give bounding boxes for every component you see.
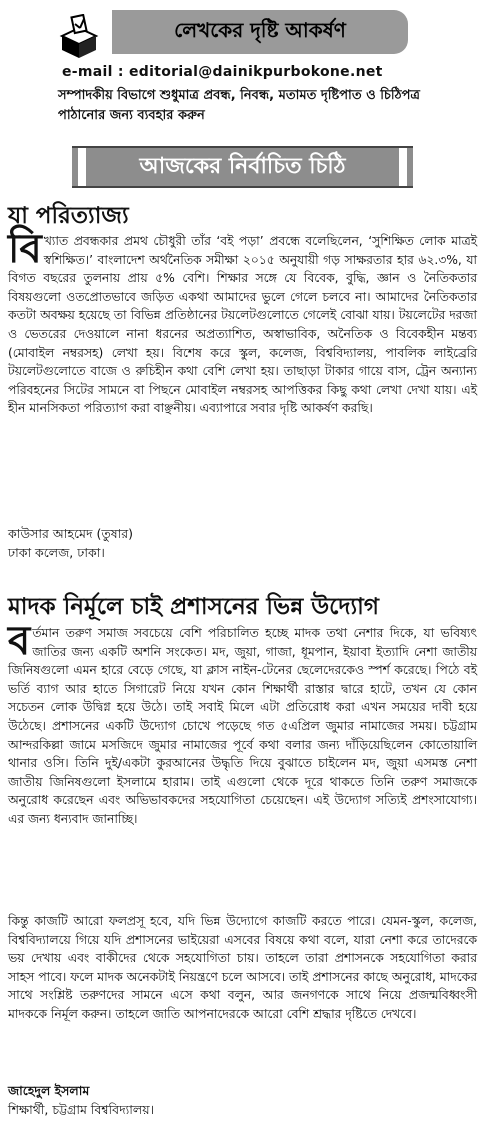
section-title-banner: [72, 146, 413, 188]
letter-1-text: খ্যাত প্রবন্ধকার প্রমথ চৌধুরী তাঁর ‘বই পড়া’ প্রবন্ধে বলেছিলেন, ‘সুশিক্ষিত লোক মাত্রই স্বশিক্ষিত।’ বাংলাদেশ অর্থনৈতিক সমীক্ষা ২০১৫ অনুযায়ী গড় সাক্ষরতার হার ৬২.৩%, যা বিগত বছরের তুলনায় প্রায় ৫% বেশি। শিক্ষার সঙ্গে যে বিবেক, বুদ্ধি, জ্ঞান ও নৈতিকতার বিষয়গুলো ওতপ্রোতভাবে জড়িত একথা আমাদের ভুলে গেলে চলবে না। আমাদের নৈতিকতার কতটা অবক্ষয় হয়েছে তা বিভিন্ন প্রতিষ্ঠানের টয়লেটগুলোতে গেলেই বোঝা যায়। টয়লেটের দরজা ও ভেতরের দেওয়ালে নানা ধরনের অপ্রত্যাশিত, অস্বাভাবিক, অনৈতিক ও বিবেকহীন মন্তব্য (মোবাইল নম্বরসহ) লেখা হয়। বিশেষ করে স্কুল, কলেজ, বিশ্ববিদ্যালয়, পাবলিক লাইব্রেরি টয়লেটগুলোতে বাজে ও রুচিহীন কথা বেশি লেখা হয়। তাছাড়া টাকার গায়ে বাস, ট্রেন অন্যান্য পরিবহনের সিটের সামনে বা পিছনে মোবাইল নম্বরসহ আপত্তিকর কিছু কথা লেখা দেখা যায়। এই হীন মানসিকতা পরিত্যাগ করা বাঞ্ছনীয়। এব্যাপারে সবার দৃষ্টি আকর্ষণ করছি।: [8, 234, 477, 416]
letter-1-body: [8, 226, 477, 418]
ballot-box-icon: [58, 14, 100, 58]
submission-note: সম্পাদকীয় বিভাগে শুধুমাত্র প্রবন্ধ, নিবন্ধ, মতামত দৃষ্টিপাত ও চিঠিপত্র পাঠানোর জন্য ব্যবহার করুন: [58, 88, 420, 123]
letter-2-body: [8, 618, 477, 829]
letter-2-body-continued: কিন্তু কাজটি আরো ফলপ্রসূ হবে, যদি ভিন্ন উদ্যোগে কাজটি করতে পারে। যেমন-স্কুল, কলেজ, বিশ্ববিদ্যালয়ে গিয়ে যদি প্রশাসনের ভাইয়েরা এসবের বিষয়ে কথা বলে, যারা নেশা করে তাদেরকে ভয় দেখায় এবং বাকীদের থেকে সহযোগিতা চায়। তাহলে তারা প্রশাসনকে সহযোগিতা করার সাহস পাবে। ফলে মাদক অনেকটাই নিয়ন্ত্রণে চলে আসবে। তাই প্রশাসনের কাছে অনুরোধ, মাদকের সাথে সংশ্লিষ্ট তরুণদের সামনে এসে কথা বলুন, আর জনগণকে সাথে নিয়ে প্রজন্মবিধ্বংসী মাদককে নির্মূল করুন। তাহলে জাতি আপনাদেরকে আরো বেশি শ্রদ্ধার দৃষ্টিতে দেখবে।: [8, 914, 477, 1021]
letter-1-affiliation: ঢাকা কলেজ, ঢাকা।: [8, 545, 105, 560]
letter-1-dropcap: বি: [8, 226, 42, 272]
letter-2-affiliation: শিক্ষার্থী, চট্টগ্রাম বিশ্ববিদ্যালয়।: [8, 1102, 155, 1117]
editorial-header: [0, 0, 485, 150]
header-banner-title: লেখকের দৃষ্টি আকর্ষণ: [112, 10, 408, 54]
letter-2-text: র্তমান তরুণ সমাজ সবচেয়ে বেশি পরিচালিত হচ্ছে মাদক তথা নেশার দিকে, যা ভবিষ্যৎ জাতির জন্য একটি অশনি সংকেত। মদ, জুয়া, গাজা, ধূমপান, ইয়াবা ইত্যাদি নেশা জাতীয় জিনিষগুলো এমন হারে বেড়ে গেছে, যা ক্লাস নাইন-টেনের ছেলেদেরকেও স্পর্শ করেছে। পিঠে বই ভর্তি ব্যাগ আর হাতে সিগারেট নিয়ে যখন কোন শিক্ষার্থী রাস্তার দ্বারে হাটে, তখন যে কোন সচেতন লোক উদ্বিগ্ন হয়ে উঠে। তাই সবাই মিলে এটা প্রতিরোধ করা এখন সময়ের দাবী হয়ে উঠেছে। প্রশাসনের একটি উদ্যোগ চোখে পড়েছে গত ৫এপ্রিল জুমার নামাজের সময়। চট্টগ্রাম আন্দরকিল্লা জামে মসজিদে জুমার নামাজের পূর্বে কথা বলার জন্য দাঁড়িয়েছিলেন কোতোয়ালি থানার ওসি। তিনি দুই/একটা কুরআনের উদ্ধৃতি দিয়ে বুঝাতে চাইলেন মদ, জুয়া এসমস্ত নেশা জাতীয় জিনিষগুলো ইসলামে হারাম। তাই এগুলো থেকে দূরে থাকতে তিনি তরুণ সমাজকে অনুরোধ করেছেন এবং অভিভাবকদের সহযোগিতা চেয়েছেন। এই উদ্যোগ সত্যিই প্রশংসাযোগ্য। এর জন্য ধন্যবাদ জানাচ্ছি।: [8, 626, 477, 826]
section-title: আজকের নির্বাচিত চিঠি: [139, 153, 346, 179]
letter-1-title: যা পরিত্যাজ্য: [8, 203, 129, 229]
editorial-email[interactable]: e-mail : editorial@dainikpurbokone.net: [62, 64, 383, 80]
banner-divider: [78, 148, 86, 186]
letter-1-author: কাউসার আহমেদ (তুষার): [8, 526, 134, 541]
letter-2-title: মাদক নির্মূলে চাই প্রশাসনের ভিন্ন উদ্যোগ: [8, 594, 379, 620]
banner-divider: [399, 148, 407, 186]
letter-2-author: জাহেদুল ইসলাম: [8, 1083, 90, 1098]
letter-2-dropcap: ব: [8, 618, 31, 664]
